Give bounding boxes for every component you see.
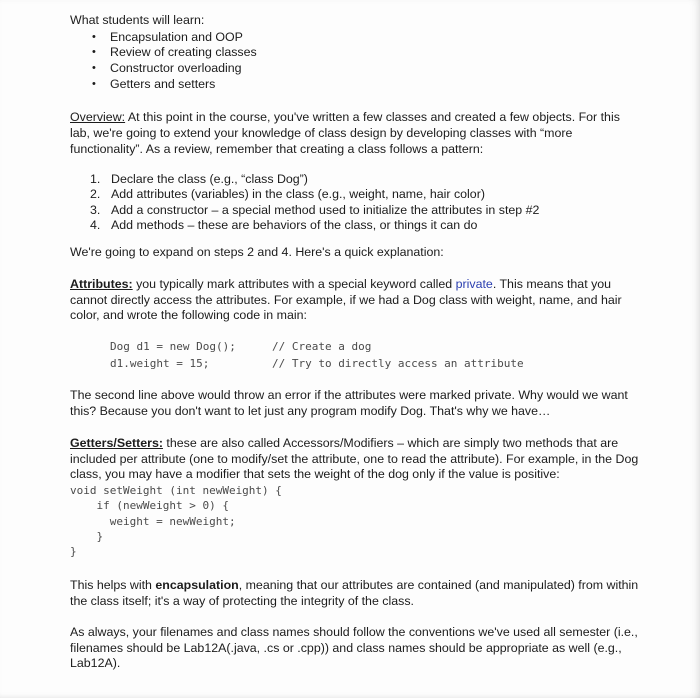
list-item: • Encapsulation and OOP — [92, 29, 243, 44]
bullet-icon: • — [92, 46, 96, 59]
steps-list — [70, 172, 640, 234]
bullet-icon: • — [92, 77, 96, 90]
list-item: • Constructor overloading — [92, 60, 242, 75]
getters-setters-paragraph: Getters/Setters: these are also called Accessors/Modifiers – which are simply two methods that are included per attribute (one to modify/set the attribute, one to read the attribute). For example, in the Dog class, you may have a modifier that sets the weight of the dog only if the value is positive: — [70, 435, 639, 482]
bullet-icon: • — [92, 30, 96, 43]
encapsulation-paragraph: This helps with encapsulation, meaning that our attributes are contained (and manipulated) from within the class itself; it's a way of protecting the integrity of the class. — [70, 578, 639, 608]
code-snippet-main — [110, 339, 640, 372]
learn-list — [70, 30, 640, 92]
learn-heading: What students will learn: — [70, 13, 205, 27]
expand-paragraph: We're going to expand on steps 2 and 4. Here's a quick explanation: — [70, 244, 444, 259]
overview-label: Overview: — [70, 110, 126, 125]
private-keyword: private — [455, 276, 493, 291]
list-item: 1. Declare the class (e.g., “class Dog”) — [90, 171, 308, 186]
list-item: 2. Add attributes (variables) in the class (e.g., weight, name, hair color) — [90, 187, 485, 202]
attributes-label: Attributes: — [70, 276, 133, 291]
list-item: 3. Add a constructor – a special method used to initialize the attributes in step #2 — [90, 202, 540, 217]
document-content — [70, 13, 640, 672]
encapsulation-term: encapsulation — [155, 578, 239, 593]
code-line: d1.weight = 15; // Try to directly access an attribute — [110, 356, 524, 370]
overview-paragraph: Overview: At this point in the course, you've written a few classes and created a few objects. For this lab, we're going to extend your knowledge of class design by developing classes with “more functionality”. As a review, remember that creating a class follows a pattern: — [70, 110, 620, 156]
second-line-paragraph: The second line above would throw an error if the attributes were marked private. Why would we want this? Because you don't want to let just any program modify Dog. That's why we have… — [70, 388, 628, 418]
list-item: • Review of creating classes — [92, 45, 257, 60]
list-item: • Getters and setters — [92, 76, 216, 91]
getters-setters-label: Getters/Setters: — [70, 435, 163, 450]
attributes-paragraph: Attributes: you typically mark attributes with a special keyword called private. This means that you cannot directly access the attributes. For example, if we had a Dog class with weight, name, and hair color, and wrote the following code in main: — [70, 276, 622, 323]
filenames-paragraph: As always, your filenames and class names should follow the conventions we've used all semester (i.e., filenames should be Lab12A(.java, .cs or .cpp)) and class names should be appropriate as well (e.g., Lab12A). — [70, 624, 638, 671]
code-snippet-setter: void setWeight (int newWeight) { if (newWeight > 0) { weight = newWeight; } } — [70, 484, 282, 558]
list-item: 4. Add methods – these are behaviors of the class, or things it can do — [90, 218, 478, 233]
bullet-icon: • — [92, 61, 96, 74]
code-line: Dog d1 = new Dog(); // Create a dog — [110, 340, 372, 354]
